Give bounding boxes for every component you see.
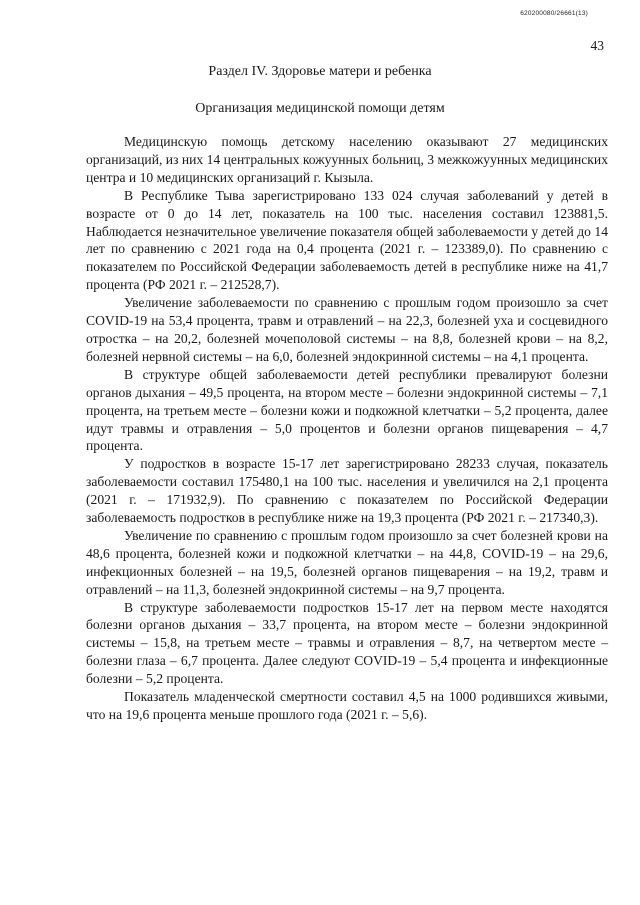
paragraph: Медицинскую помощь детскому населению оказывают 27 медицинских организаций, из них 14 центральных кожуунных больниц, 3 межкожуунных медицинских центра и 10 медицинских организаций г. Кызыла.: [86, 134, 608, 185]
paragraph: В структуре общей заболеваемости детей республики превалируют болезни органов дыхания – 49,5 процента, на втором месте – болезни эндокринной системы – 7,1 процента, на третьем месте – болезни кожи и подкожной клетчатки – 5,2 процента, далее идут травмы и отравления – 5,0 процентов и болезни органов пищеварения – 4,7 процента.: [86, 366, 608, 454]
paragraph: Увеличение заболеваемости по сравнению с прошлым годом произошло за счет COVID-19 на 53,4 процента, травм и отравлений – на 22,3, болезней уха и сосцевидного отростка – на 20,2, болезней мочеполовой системы – на 8,8, болезней крови – на 8,2, болезней нервной системы – на 6,0, болезней эндокринной системы – на 4,1 процента.: [86, 295, 608, 364]
paragraph: У подростков в возрасте 15-17 лет зарегистрировано 28233 случая, показатель заболеваемости составил 175480,1 на 100 тыс. населения и увеличился на 2,1 процента (2021 г. – 171932,9). По сравнению с показателем по Российской Федерации заболеваемость подростков в республике ниже на 19,3 процента (РФ 2021 г. – 217340,3).: [86, 456, 608, 526]
subsection-title: Организация медицинской помощи детям: [195, 101, 445, 116]
body-text: [86, 133, 608, 724]
paragraph: В Республике Тыва зарегистрировано 133 024 случая заболеваний у детей в возрасте от 0 до 14 лет, показатель на 100 тыс. населения составил 123881,5. Наблюдается незначительное увеличение показателя общей заболеваемости у детей до 14 лет по сравнению с 2021 года на 0,4 процента (2021 г. – 123389,0). По сравнению с показателем по Российской Федерации заболеваемость детей в республике ниже на 41,7 процента (РФ 2021 г. – 212528,7).: [86, 187, 608, 293]
paragraph: Увеличение по сравнению с прошлым годом произошло за счет болезней крови на 48,6 процента, болезней кожи и подкожной клетчатки – на 44,8, COVID-19 – на 29,6, инфекционных болезней – на 19,5, болезней органов пищеварения – на 19,2, травм и отравлений – на 11,3, болезней эндокринной системы – на 9,7 процента.: [86, 527, 608, 597]
document-id: 620200080/26661(13): [520, 10, 588, 17]
page-number: 43: [590, 38, 604, 53]
paragraph: В структуре заболеваемости подростков 15-17 лет на первом месте находятся болезни органов дыхания – 33,7 процента, на втором месте – болезни эндокринной системы – 15,8, на третьем месте – травмы и отравления – 8,7, на четвертом месте – болезни глаза – 6,7 процента. Далее следуют COVID-19 – 5,4 процента и инфекционные болезни – 5,2 процента.: [86, 599, 608, 687]
paragraph: Показатель младенческой смертности составил 4,5 на 1000 родившихся живыми, что на 19,6 процента меньше прошлого года (2021 г. – 5,6).: [86, 689, 608, 722]
section-title: Раздел IV. Здоровье матери и ребенка: [208, 64, 432, 79]
